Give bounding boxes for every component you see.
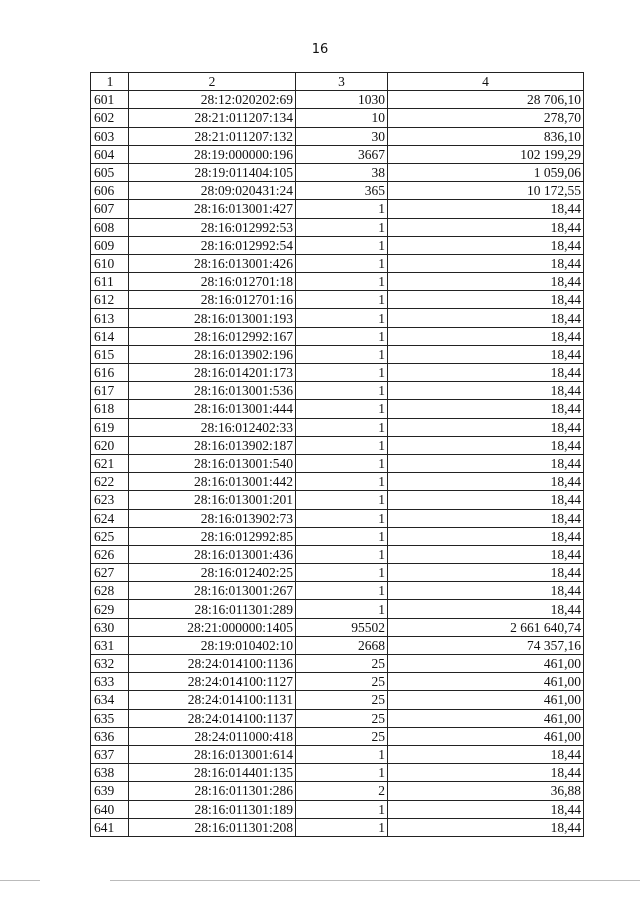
table-row [91, 436, 584, 454]
cadastral-number-cell: 28:16:013001:540 [129, 454, 296, 472]
table-row [91, 782, 584, 800]
amount-cell: 461,00 [388, 655, 584, 673]
table-row [91, 509, 584, 527]
row-number-cell: 623 [91, 491, 129, 509]
table-header-row [91, 73, 584, 91]
row-number-cell: 624 [91, 509, 129, 527]
amount-cell: 2 661 640,74 [388, 618, 584, 636]
row-number-cell: 611 [91, 273, 129, 291]
amount-cell: 18,44 [388, 454, 584, 472]
cadastral-number-cell: 28:16:013001:442 [129, 473, 296, 491]
cadastral-number-cell: 28:16:013902:187 [129, 436, 296, 454]
amount-cell: 28 706,10 [388, 91, 584, 109]
amount-cell: 18,44 [388, 200, 584, 218]
cadastral-number-cell: 28:16:012992:85 [129, 527, 296, 545]
area-cell: 1 [296, 273, 388, 291]
row-number-cell: 617 [91, 382, 129, 400]
cadastral-number-cell: 28:16:013001:201 [129, 491, 296, 509]
table-row [91, 145, 584, 163]
table-row [91, 400, 584, 418]
cadastral-number-cell: 28:19:011404:105 [129, 163, 296, 181]
cadastral-number-cell: 28:16:012992:53 [129, 218, 296, 236]
amount-cell: 102 199,29 [388, 145, 584, 163]
amount-cell: 18,44 [388, 582, 584, 600]
cadastral-number-cell: 28:09:020431:24 [129, 182, 296, 200]
row-number-cell: 605 [91, 163, 129, 181]
amount-cell: 18,44 [388, 273, 584, 291]
amount-cell: 18,44 [388, 800, 584, 818]
area-cell: 1 [296, 436, 388, 454]
row-number-cell: 619 [91, 418, 129, 436]
area-cell: 1 [296, 382, 388, 400]
row-number-cell: 601 [91, 91, 129, 109]
amount-cell: 18,44 [388, 545, 584, 563]
table-row [91, 582, 584, 600]
row-number-cell: 629 [91, 600, 129, 618]
table-row [91, 291, 584, 309]
area-cell: 1 [296, 800, 388, 818]
amount-cell: 18,44 [388, 491, 584, 509]
row-number-cell: 603 [91, 127, 129, 145]
cadastral-number-cell: 28:16:011301:289 [129, 600, 296, 618]
header-cell-3: 3 [296, 73, 388, 91]
cadastral-number-cell: 28:16:013902:196 [129, 345, 296, 363]
row-number-cell: 625 [91, 527, 129, 545]
area-cell: 1 [296, 527, 388, 545]
area-cell: 1 [296, 364, 388, 382]
table-row [91, 691, 584, 709]
table-row [91, 345, 584, 363]
row-number-cell: 616 [91, 364, 129, 382]
cadastral-number-cell: 28:16:013001:427 [129, 200, 296, 218]
table-row [91, 327, 584, 345]
table-row [91, 163, 584, 181]
table-row [91, 800, 584, 818]
area-cell: 2 [296, 782, 388, 800]
cadastral-number-cell: 28:21:011207:134 [129, 109, 296, 127]
cadastral-number-cell: 28:16:013001:426 [129, 254, 296, 272]
amount-cell: 18,44 [388, 236, 584, 254]
amount-cell: 18,44 [388, 400, 584, 418]
header-cell-1: 1 [91, 73, 129, 91]
amount-cell: 18,44 [388, 382, 584, 400]
row-number-cell: 635 [91, 709, 129, 727]
table-row [91, 655, 584, 673]
area-cell: 1 [296, 818, 388, 836]
row-number-cell: 610 [91, 254, 129, 272]
area-cell: 1 [296, 745, 388, 763]
row-number-cell: 628 [91, 582, 129, 600]
amount-cell: 18,44 [388, 254, 584, 272]
cadastral-number-cell: 28:16:013001:193 [129, 309, 296, 327]
table-row [91, 673, 584, 691]
row-number-cell: 604 [91, 145, 129, 163]
amount-cell: 18,44 [388, 309, 584, 327]
area-cell: 1 [296, 236, 388, 254]
amount-cell: 18,44 [388, 418, 584, 436]
area-cell: 1 [296, 218, 388, 236]
amount-cell: 18,44 [388, 436, 584, 454]
table-row [91, 273, 584, 291]
table-row [91, 418, 584, 436]
amount-cell: 18,44 [388, 218, 584, 236]
cadastral-number-cell: 28:16:012992:54 [129, 236, 296, 254]
cadastral-number-cell: 28:16:014401:135 [129, 764, 296, 782]
amount-cell: 10 172,55 [388, 182, 584, 200]
row-number-cell: 612 [91, 291, 129, 309]
data-table [90, 72, 584, 837]
cadastral-number-cell: 28:16:013001:614 [129, 745, 296, 763]
area-cell: 25 [296, 655, 388, 673]
area-cell: 95502 [296, 618, 388, 636]
cadastral-number-cell: 28:16:012992:167 [129, 327, 296, 345]
cadastral-number-cell: 28:16:011301:208 [129, 818, 296, 836]
area-cell: 10 [296, 109, 388, 127]
row-number-cell: 618 [91, 400, 129, 418]
area-cell: 1 [296, 309, 388, 327]
row-number-cell: 641 [91, 818, 129, 836]
row-number-cell: 606 [91, 182, 129, 200]
table-row [91, 200, 584, 218]
area-cell: 1 [296, 254, 388, 272]
row-number-cell: 634 [91, 691, 129, 709]
table-row [91, 473, 584, 491]
amount-cell: 18,44 [388, 818, 584, 836]
cadastral-number-cell: 28:16:014201:173 [129, 364, 296, 382]
amount-cell: 18,44 [388, 600, 584, 618]
cadastral-number-cell: 28:16:013001:436 [129, 545, 296, 563]
cadastral-number-cell: 28:16:012701:18 [129, 273, 296, 291]
area-cell: 1 [296, 582, 388, 600]
row-number-cell: 633 [91, 673, 129, 691]
cadastral-number-cell: 28:19:010402:10 [129, 636, 296, 654]
page-number: 16 [311, 42, 329, 57]
area-cell: 1 [296, 764, 388, 782]
table-row [91, 218, 584, 236]
row-number-cell: 638 [91, 764, 129, 782]
table-row [91, 109, 584, 127]
area-cell: 1 [296, 327, 388, 345]
cadastral-number-cell: 28:21:011207:132 [129, 127, 296, 145]
area-cell: 25 [296, 727, 388, 745]
amount-cell: 18,44 [388, 527, 584, 545]
row-number-cell: 627 [91, 564, 129, 582]
area-cell: 1 [296, 491, 388, 509]
cadastral-number-cell: 28:24:014100:1137 [129, 709, 296, 727]
amount-cell: 461,00 [388, 673, 584, 691]
area-cell: 38 [296, 163, 388, 181]
row-number-cell: 613 [91, 309, 129, 327]
area-cell: 365 [296, 182, 388, 200]
row-number-cell: 602 [91, 109, 129, 127]
amount-cell: 461,00 [388, 691, 584, 709]
amount-cell: 278,70 [388, 109, 584, 127]
area-cell: 1 [296, 345, 388, 363]
amount-cell: 18,44 [388, 564, 584, 582]
table-row [91, 127, 584, 145]
row-number-cell: 626 [91, 545, 129, 563]
amount-cell: 461,00 [388, 727, 584, 745]
table-body [91, 73, 584, 837]
area-cell: 25 [296, 673, 388, 691]
area-cell: 1 [296, 545, 388, 563]
row-number-cell: 621 [91, 454, 129, 472]
table-row [91, 491, 584, 509]
area-cell: 1 [296, 200, 388, 218]
area-cell: 2668 [296, 636, 388, 654]
table-row [91, 236, 584, 254]
table-row [91, 454, 584, 472]
amount-cell: 18,44 [388, 764, 584, 782]
amount-cell: 18,44 [388, 473, 584, 491]
area-cell: 25 [296, 691, 388, 709]
row-number-cell: 631 [91, 636, 129, 654]
cadastral-number-cell: 28:16:013001:444 [129, 400, 296, 418]
row-number-cell: 607 [91, 200, 129, 218]
cadastral-number-cell: 28:19:000000:196 [129, 145, 296, 163]
table-row [91, 254, 584, 272]
cadastral-number-cell: 28:21:000000:1405 [129, 618, 296, 636]
row-number-cell: 615 [91, 345, 129, 363]
row-number-cell: 608 [91, 218, 129, 236]
table-row [91, 727, 584, 745]
header-cell-2: 2 [129, 73, 296, 91]
header-cell-4: 4 [388, 73, 584, 91]
amount-cell: 18,44 [388, 745, 584, 763]
amount-cell: 74 357,16 [388, 636, 584, 654]
cadastral-number-cell: 28:16:013001:267 [129, 582, 296, 600]
table-row [91, 818, 584, 836]
cadastral-number-cell: 28:24:011000:418 [129, 727, 296, 745]
row-number-cell: 639 [91, 782, 129, 800]
amount-cell: 18,44 [388, 364, 584, 382]
cadastral-number-cell: 28:16:012402:33 [129, 418, 296, 436]
row-number-cell: 620 [91, 436, 129, 454]
area-cell: 1 [296, 400, 388, 418]
area-cell: 1 [296, 291, 388, 309]
cadastral-number-cell: 28:16:013001:536 [129, 382, 296, 400]
row-number-cell: 609 [91, 236, 129, 254]
table-row [91, 91, 584, 109]
footer-rule-left [0, 880, 40, 881]
area-cell: 1 [296, 600, 388, 618]
amount-cell: 18,44 [388, 509, 584, 527]
table-row [91, 527, 584, 545]
table-row [91, 309, 584, 327]
row-number-cell: 614 [91, 327, 129, 345]
area-cell: 3667 [296, 145, 388, 163]
row-number-cell: 640 [91, 800, 129, 818]
table-row [91, 545, 584, 563]
amount-cell: 18,44 [388, 291, 584, 309]
table-row [91, 382, 584, 400]
area-cell: 25 [296, 709, 388, 727]
cadastral-number-cell: 28:16:011301:286 [129, 782, 296, 800]
cadastral-number-cell: 28:16:012402:25 [129, 564, 296, 582]
table-row [91, 600, 584, 618]
cadastral-number-cell: 28:24:014100:1127 [129, 673, 296, 691]
table-row [91, 618, 584, 636]
amount-cell: 18,44 [388, 327, 584, 345]
cadastral-number-cell: 28:16:011301:189 [129, 800, 296, 818]
row-number-cell: 636 [91, 727, 129, 745]
cadastral-number-cell: 28:12:020202:69 [129, 91, 296, 109]
amount-cell: 1 059,06 [388, 163, 584, 181]
table-row [91, 182, 584, 200]
row-number-cell: 632 [91, 655, 129, 673]
amount-cell: 18,44 [388, 345, 584, 363]
table-row [91, 636, 584, 654]
area-cell: 1 [296, 418, 388, 436]
area-cell: 30 [296, 127, 388, 145]
table-row [91, 364, 584, 382]
footer-rule-right [110, 880, 640, 881]
table-row [91, 745, 584, 763]
amount-cell: 36,88 [388, 782, 584, 800]
row-number-cell: 630 [91, 618, 129, 636]
area-cell: 1 [296, 454, 388, 472]
table-row [91, 764, 584, 782]
cadastral-number-cell: 28:16:012701:16 [129, 291, 296, 309]
cadastral-number-cell: 28:16:013902:73 [129, 509, 296, 527]
area-cell: 1 [296, 509, 388, 527]
row-number-cell: 622 [91, 473, 129, 491]
amount-cell: 461,00 [388, 709, 584, 727]
row-number-cell: 637 [91, 745, 129, 763]
amount-cell: 836,10 [388, 127, 584, 145]
table-row [91, 564, 584, 582]
area-cell: 1 [296, 473, 388, 491]
area-cell: 1 [296, 564, 388, 582]
cadastral-number-cell: 28:24:014100:1136 [129, 655, 296, 673]
area-cell: 1030 [296, 91, 388, 109]
table-row [91, 709, 584, 727]
cadastral-number-cell: 28:24:014100:1131 [129, 691, 296, 709]
